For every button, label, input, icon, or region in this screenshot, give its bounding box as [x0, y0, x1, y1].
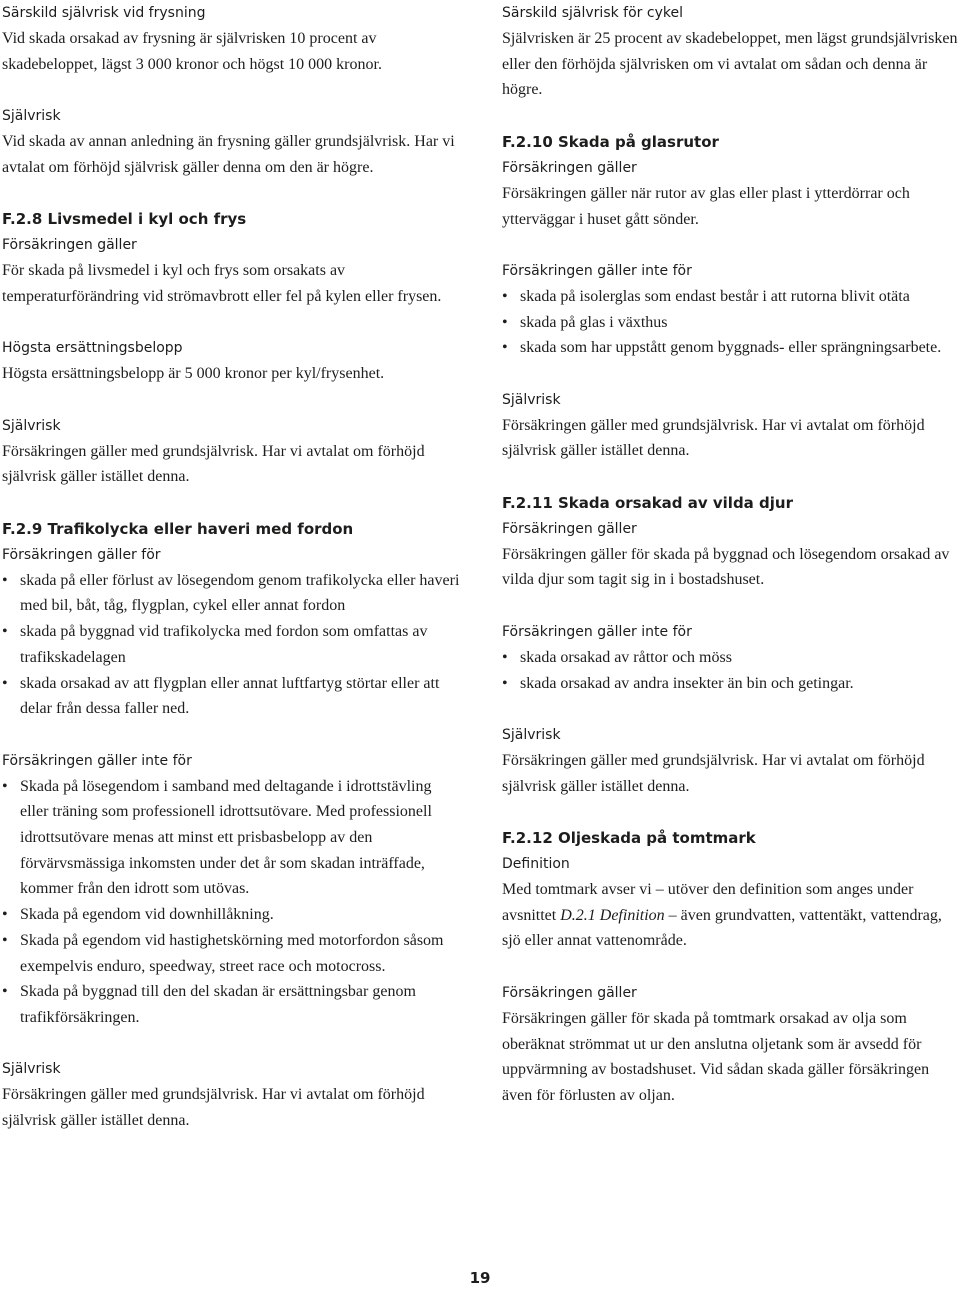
sjalvrisk-text: Vid skada av annan anledning än frysning gäller grundsjälvrisk. Har vi avtalat om förhöjd självrisk gäller denna om den är högre. [2, 133, 455, 176]
frysning-heading: Särskild självrisk vid frysning [2, 5, 206, 21]
list-item: • skada på eller förlust av lösegendom genom trafikolycka eller haveri med bil, båt, tåg, flygplan, cykel eller annat fordon [2, 568, 460, 619]
f28-galler-heading: Försäkringen gäller [2, 237, 137, 254]
page-number: 19 [469, 1269, 491, 1287]
bullet-icon: • [2, 931, 8, 949]
bullet-icon: • [2, 674, 8, 692]
list-item: • Skada på byggnad till den del skadan är ersättningsbar genom trafikförsäkringen. [2, 979, 460, 1030]
list-item: • skada orsakad av råttor och möss [502, 645, 960, 671]
f28-sjalvrisk-heading: Självrisk [2, 417, 61, 434]
f29-inte-heading: Försäkringen gäller inte för [2, 752, 192, 769]
left-column [2, 0, 460, 1134]
section-title-f211: F.2.11 Skada orsakad av vilda djur [502, 493, 793, 512]
list-item: • skada orsakad av att flygplan eller annat luftfartyg störtar eller att delar från dessa faller ned. [2, 671, 460, 722]
f210-galler-text: Försäkringen gäller när rutor av glas eller plast i ytterdörrar och ytterväggar i huset gått sönder. [502, 184, 910, 228]
bullet-icon: • [502, 674, 508, 692]
f212-definition-heading: Definition [502, 856, 570, 873]
cykel-heading: Särskild självrisk för cykel [502, 5, 683, 21]
bullet-icon: • [2, 906, 8, 924]
f212-galler-text: Försäkringen gäller för skada på tomtmark orsakad av olja som oberäknat strömmat ut ur den anslutna oljetank som är avsedd för uppvärmning av bostadshuset. Vid sådan skada gäller försäkringen även för förlusten av oljan. [502, 1009, 930, 1104]
bullet-icon: • [502, 339, 508, 357]
f210-galler-heading: Försäkringen gäller [502, 159, 637, 176]
f210-sjalvrisk-heading: Självrisk [502, 391, 561, 408]
list-item: • skada som har uppstått genom byggnads- eller sprängningsarbete. [502, 335, 960, 361]
f211-inte-heading: Försäkringen gäller inte för [502, 623, 692, 640]
f29-sjalvrisk-text: Försäkringen gäller med grundsjälvrisk. Har vi avtalat om förhöjd självrisk gäller istället denna. [2, 1086, 425, 1130]
bullet-icon: • [502, 287, 508, 305]
f211-inte-list [502, 645, 960, 696]
f211-sjalvrisk-text: Försäkringen gäller med grundsjälvrisk. Har vi avtalat om förhöjd självrisk gäller istället denna. [502, 751, 925, 795]
f28-galler-text: För skada på livsmedel i kyl och frys som orsakats av temperaturförändring vid strömavbrott eller fel på kylen eller frysen. [2, 262, 442, 305]
f212-definition-text: Med tomtmark avser vi – utöver den definition som anges under avsnittet D.2.1 Definition – även grundvatten, vattentäkt, vattendrag, sjö eller annat vattenområde. [502, 881, 942, 950]
list-item: • Skada på egendom vid hastighetskörning med motorfordon såsom exempelvis enduro, speedway, street race och motocross. [2, 928, 460, 979]
f29-galler-heading: Försäkringen gäller för [2, 546, 161, 563]
frysning-text: Vid skada orsakad av frysning är självrisken 10 procent av skadebeloppet, lägst 3 000 kronor och högst 10 000 kronor. [2, 30, 382, 73]
sjalvrisk-heading: Självrisk [2, 108, 61, 125]
section-title-f210: F.2.10 Skada på glasrutor [502, 132, 719, 151]
list-item: • skada på glas i växthus [502, 310, 960, 336]
right-column [502, 0, 960, 1109]
bullet-icon: • [502, 313, 508, 331]
f211-sjalvrisk-heading: Självrisk [502, 726, 561, 743]
list-item: • Skada på egendom vid downhillåkning. [2, 902, 460, 928]
section-title-f212: F.2.12 Oljeskada på tomtmark [502, 829, 756, 848]
f210-inte-list [502, 284, 960, 361]
bullet-icon: • [2, 983, 8, 1001]
f210-sjalvrisk-text: Försäkringen gäller med grundsjälvrisk. Har vi avtalat om förhöjd självrisk gäller istället denna. [502, 416, 925, 460]
bullet-icon: • [2, 571, 8, 589]
f211-galler-heading: Försäkringen gäller [502, 520, 637, 537]
f29-sjalvrisk-heading: Självrisk [2, 1061, 61, 1078]
list-item: • skada orsakad av andra insekter än bin och getingar. [502, 671, 960, 697]
list-item: • Skada på lösegendom i samband med deltagande i idrottstävling eller träning som professionell idrottsutövare. Med professionell idrottsutövare menas att minst ett prisbasbelopp av den förvärvsmässiga inkomsten under det år som skadan inträffade, kommer från den idrott som utövas. [2, 774, 460, 903]
list-item: • skada på byggnad vid trafikolycka med fordon som omfattas av trafikskadelagen [2, 619, 460, 670]
bullet-icon: • [2, 623, 8, 641]
list-item: • skada på isolerglas som endast består i att rutorna blivit otäta [502, 284, 960, 310]
f212-galler-heading: Försäkringen gäller [502, 984, 637, 1001]
f28-hogsta-text: Högsta ersättningsbelopp är 5 000 kronor per kyl/frysenhet. [2, 365, 385, 383]
f210-inte-heading: Försäkringen gäller inte för [502, 262, 692, 279]
f29-inte-list [2, 774, 460, 1031]
cykel-text: Självrisken är 25 procent av skadebeloppet, men lägst grundsjälvrisken eller den förhöjda självrisken om vi avtalat om sådan och denna är högre. [502, 30, 958, 99]
f211-galler-text: Försäkringen gäller för skada på byggnad och lösegendom orsakad av vilda djur som tagit sig in i bostadshuset. [502, 545, 950, 589]
bullet-icon: • [502, 648, 508, 666]
section-title-f28: F.2.8 Livsmedel i kyl och frys [2, 210, 247, 229]
section-reference: D.2.1 Definition [560, 906, 665, 924]
f28-hogsta-heading: Högsta ersättningsbelopp [2, 340, 183, 357]
bullet-icon: • [2, 777, 8, 795]
section-title-f29: F.2.9 Trafikolycka eller haveri med fordon [2, 519, 354, 538]
f29-galler-list [2, 568, 460, 722]
f28-sjalvrisk-text: Försäkringen gäller med grundsjälvrisk. Har vi avtalat om förhöjd självrisk gäller istället denna. [2, 442, 425, 486]
